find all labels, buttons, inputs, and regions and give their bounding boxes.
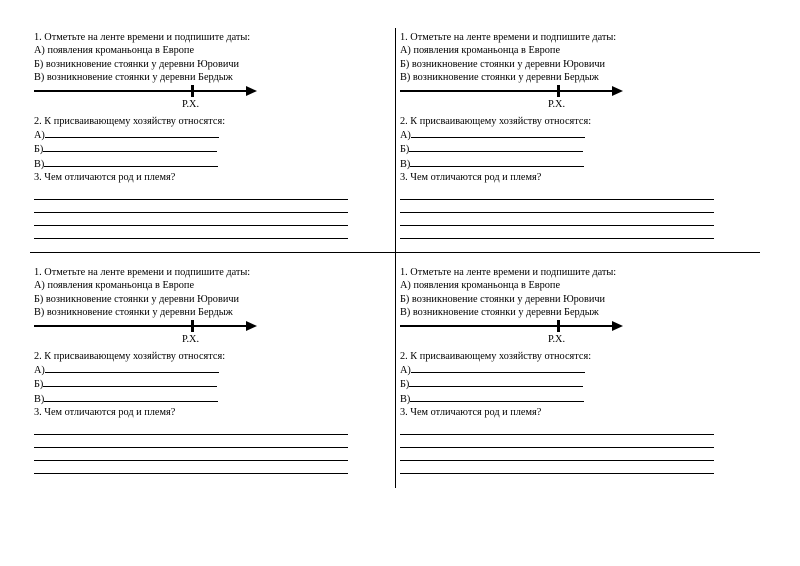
card-bottom-left <box>34 266 364 474</box>
task1-item: А) появления кроманьонца в Европе <box>34 280 195 292</box>
task1-item: В) возникновение стоянки у деревни Бердыж <box>34 72 233 84</box>
task1-heading: 1. Отметьте на ленте времени и подпишите даты: <box>400 267 617 278</box>
task2-heading: 2. К присваивающему хозяйству относятся: <box>34 350 226 362</box>
card-top-right <box>400 31 730 239</box>
task1-item: В) возникновение стоянки у деревни Бердыж <box>400 307 599 319</box>
task1-item: Б) возникновение стоянки у деревни Юровичи <box>34 293 240 305</box>
writing-lines <box>400 187 730 239</box>
writing-line[interactable] <box>400 213 714 226</box>
timeline-tick <box>557 85 560 97</box>
timeline-axis <box>400 325 615 327</box>
timeline-label: Р.Х. <box>548 98 566 110</box>
writing-line[interactable] <box>34 226 348 239</box>
timeline <box>34 85 364 115</box>
answer-letter: А) <box>400 130 411 142</box>
answer-letter: В) <box>34 393 45 405</box>
writing-line[interactable] <box>400 187 714 200</box>
timeline-axis <box>400 90 615 92</box>
task3-heading: 3. Чем отличаются род и племя? <box>34 407 176 419</box>
timeline-axis <box>34 325 249 327</box>
answer-line[interactable] <box>34 392 364 406</box>
answer-line[interactable] <box>400 363 730 377</box>
writing-line[interactable] <box>34 461 348 474</box>
task1-item: Б) возникновение стоянки у деревни Юровичи <box>400 58 606 70</box>
answer-blank[interactable] <box>45 128 219 138</box>
answer-letter: В) <box>34 158 45 170</box>
timeline-tick <box>191 85 194 97</box>
answer-blank[interactable] <box>44 157 218 167</box>
timeline-axis <box>34 90 249 92</box>
answer-line[interactable] <box>34 157 364 171</box>
writing-line[interactable] <box>400 448 714 461</box>
answer-blank[interactable] <box>410 392 584 402</box>
answer-line[interactable] <box>400 377 730 391</box>
task1-heading: 1. Отметьте на ленте времени и подпишите даты: <box>34 267 251 278</box>
task1-item: В) возникновение стоянки у деревни Бердыж <box>34 307 233 319</box>
timeline-label: Р.Х. <box>548 333 566 345</box>
answer-line[interactable] <box>400 157 730 171</box>
task1-item: А) появления кроманьонца в Европе <box>34 45 195 57</box>
task3-heading: 3. Чем отличаются род и племя? <box>400 407 542 419</box>
answer-line[interactable] <box>34 142 364 156</box>
timeline <box>34 320 364 350</box>
timeline-tick <box>557 320 560 332</box>
task1-item: В) возникновение стоянки у деревни Бердыж <box>400 72 599 84</box>
card-bottom-right <box>400 266 730 474</box>
task1-item: Б) возникновение стоянки у деревни Юровичи <box>400 293 606 305</box>
answer-letter: Б) <box>400 379 410 391</box>
timeline-arrow-icon <box>612 321 623 331</box>
timeline-label: Р.Х. <box>182 98 200 110</box>
writing-line[interactable] <box>34 187 348 200</box>
card-top-left <box>34 31 364 239</box>
answer-blank[interactable] <box>44 392 218 402</box>
timeline-arrow-icon <box>612 86 623 96</box>
task3-heading: 3. Чем отличаются род и племя? <box>34 172 176 184</box>
answer-blank[interactable] <box>411 128 585 138</box>
answer-line[interactable] <box>400 142 730 156</box>
writing-lines <box>34 422 364 474</box>
writing-line[interactable] <box>400 461 714 474</box>
answer-line[interactable] <box>34 377 364 391</box>
task1-item: А) появления кроманьонца в Европе <box>400 280 561 292</box>
answer-line[interactable] <box>400 128 730 142</box>
writing-line[interactable] <box>400 422 714 435</box>
answer-blank[interactable] <box>43 377 217 387</box>
task2-heading: 2. К присваивающему хозяйству относятся: <box>34 115 226 127</box>
task1-item: А) появления кроманьонца в Европе <box>400 45 561 57</box>
answer-blank[interactable] <box>409 377 583 387</box>
answer-blank[interactable] <box>411 363 585 373</box>
writing-lines <box>400 422 730 474</box>
answer-letter: В) <box>400 158 411 170</box>
task2-heading: 2. К присваивающему хозяйству относятся: <box>400 115 592 127</box>
answer-letter: А) <box>400 365 411 377</box>
answer-blank[interactable] <box>45 363 219 373</box>
answer-line[interactable] <box>34 363 364 377</box>
answer-letter: А) <box>34 130 45 142</box>
answer-line[interactable] <box>400 392 730 406</box>
writing-line[interactable] <box>34 448 348 461</box>
answer-letter: В) <box>400 393 411 405</box>
answer-line[interactable] <box>34 128 364 142</box>
task1-item: Б) возникновение стоянки у деревни Юровичи <box>34 58 240 70</box>
writing-line[interactable] <box>400 435 714 448</box>
task3-heading: 3. Чем отличаются род и племя? <box>400 172 542 184</box>
answer-blank[interactable] <box>43 142 217 152</box>
timeline-arrow-icon <box>246 321 257 331</box>
writing-line[interactable] <box>34 435 348 448</box>
task1-heading: 1. Отметьте на ленте времени и подпишите даты: <box>400 32 617 43</box>
writing-line[interactable] <box>400 200 714 213</box>
writing-line[interactable] <box>400 226 714 239</box>
horizontal-cut-line <box>30 252 760 253</box>
timeline-label: Р.Х. <box>182 333 200 345</box>
writing-lines <box>34 187 364 239</box>
timeline-arrow-icon <box>246 86 257 96</box>
task2-heading: 2. К присваивающему хозяйству относятся: <box>400 350 592 362</box>
task1-heading: 1. Отметьте на ленте времени и подпишите даты: <box>34 32 251 43</box>
timeline-tick <box>191 320 194 332</box>
answer-blank[interactable] <box>410 157 584 167</box>
vertical-cut-line <box>395 28 396 488</box>
writing-line[interactable] <box>34 422 348 435</box>
answer-blank[interactable] <box>409 142 583 152</box>
answer-letter: Б) <box>34 379 44 391</box>
timeline <box>400 85 730 115</box>
answer-letter: Б) <box>34 144 44 156</box>
timeline <box>400 320 730 350</box>
writing-line[interactable] <box>34 200 348 213</box>
answer-letter: Б) <box>400 144 410 156</box>
writing-line[interactable] <box>34 213 348 226</box>
answer-letter: А) <box>34 365 45 377</box>
